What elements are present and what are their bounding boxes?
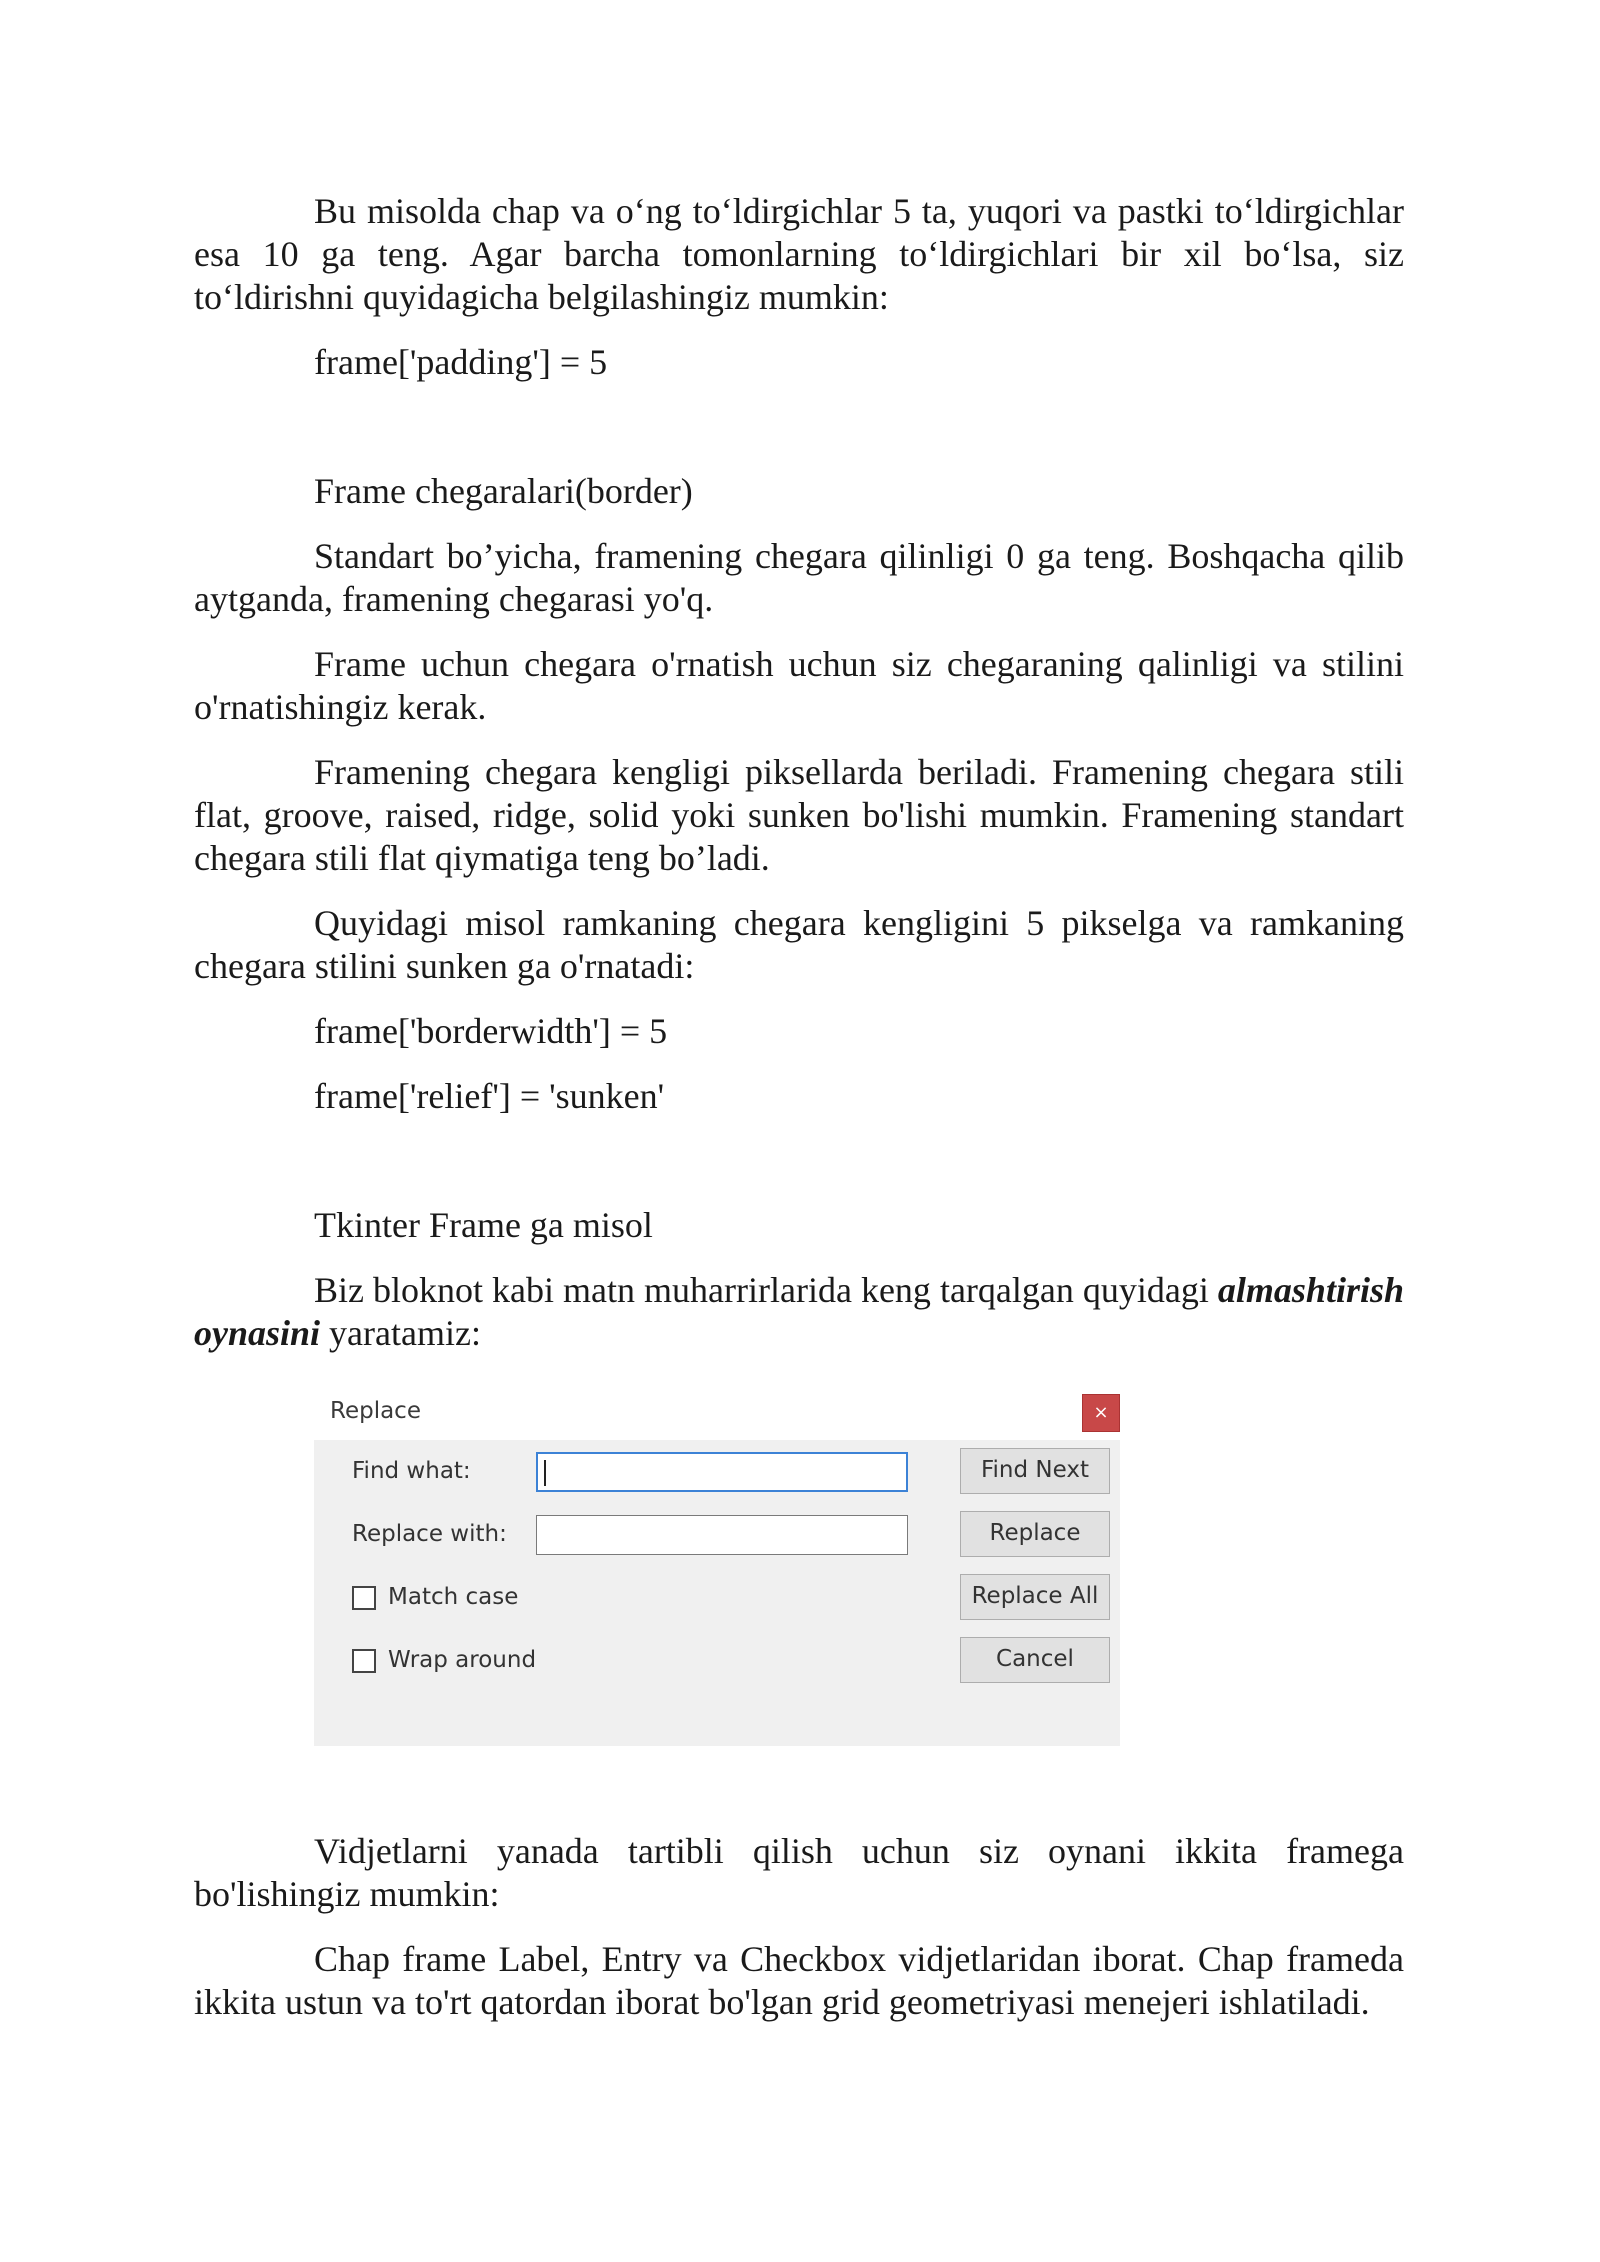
close-icon[interactable]: × <box>1082 1394 1120 1432</box>
cancel-button[interactable]: Cancel <box>960 1637 1110 1683</box>
find-what-input[interactable] <box>536 1452 908 1492</box>
wrap-around-checkbox[interactable] <box>352 1649 376 1673</box>
paragraph-default-border: Standart bo’yicha, framening chegara qilinligi 0 ga teng. Boshqacha qilib aytganda, framening chegarasi yo'q. <box>194 536 1404 619</box>
code-padding: frame['padding'] = 5 <box>314 342 608 382</box>
paragraph-split-frames: Vidjetlarni yanada tartibli qilish uchun siz oynani ikkita framega bo'lishingiz mumkin: <box>194 1831 1404 1914</box>
paragraph-set-border: Frame uchun chegara o'rnatish uchun siz chegaraning qalinligi va stilini o'rnatishingiz kerak. <box>194 644 1404 727</box>
match-case-checkbox[interactable] <box>352 1586 376 1610</box>
paragraph-border-styles: Framening chegara kengligi piksellarda beriladi. Framening chegara stili flat, groove, raised, ridge, solid yoki sunken bo'lishi mumkin. Framening standart chegara stili flat qiymatiga teng bo’ladi. <box>194 752 1404 878</box>
document-page-continued <box>194 1830 1404 2024</box>
text-caret <box>544 1460 546 1486</box>
heading-frame-border: Frame chegaralari(border) <box>314 471 693 511</box>
replace-with-label: Replace with: <box>352 1521 507 1547</box>
emphasis-replace-window: almashtirish oynasini <box>194 1270 1404 1353</box>
code-relief: frame['relief'] = 'sunken' <box>314 1076 665 1116</box>
paragraph-text-start: Biz bloknot kabi matn muharrirlarida keng tarqalgan quyidagi <box>314 1270 1218 1310</box>
paragraph-text-end: yaratamiz: <box>320 1313 481 1353</box>
find-what-label: Find what: <box>352 1458 471 1484</box>
match-case-label: Match case <box>388 1584 519 1610</box>
code-borderwidth: frame['borderwidth'] = 5 <box>314 1011 668 1051</box>
dialog-title: Replace <box>330 1398 421 1424</box>
replace-with-input[interactable] <box>536 1515 908 1555</box>
document-page <box>194 190 1404 1355</box>
wrap-around-label: Wrap around <box>388 1647 537 1673</box>
paragraph-border-example: Quyidagi misol ramkaning chegara kengligini 5 pikselga va ramkaning chegara stilini sunken ga o'rnatadi: <box>194 903 1404 986</box>
replace-all-button[interactable]: Replace All <box>960 1574 1110 1620</box>
paragraph-padding-intro: Bu misolda chap va o‘ng to‘ldirgichlar 5 ta, yuqori va pastki to‘ldirgichlar esa 10 ga teng. Agar barcha tomonlarning to‘ldirgichlari bir xil bo‘lsa, siz to‘ldirishni quyidagicha belgilashingiz mumkin: <box>194 191 1404 317</box>
find-next-button[interactable]: Find Next <box>960 1448 1110 1494</box>
paragraph-replace-window-intro <box>194 1269 1404 1355</box>
replace-button[interactable]: Replace <box>960 1511 1110 1557</box>
heading-tkinter-frame-example: Tkinter Frame ga misol <box>314 1205 653 1245</box>
paragraph-left-frame: Chap frame Label, Entry va Checkbox vidjetlaridan iborat. Chap frameda ikkita ustun va to'rt qatordan iborat bo'lgan grid geometriyasi menejeri ishlatiladi. <box>194 1939 1404 2022</box>
replace-dialog-image <box>314 1390 1120 1746</box>
dialog-titlebar <box>314 1390 1120 1440</box>
